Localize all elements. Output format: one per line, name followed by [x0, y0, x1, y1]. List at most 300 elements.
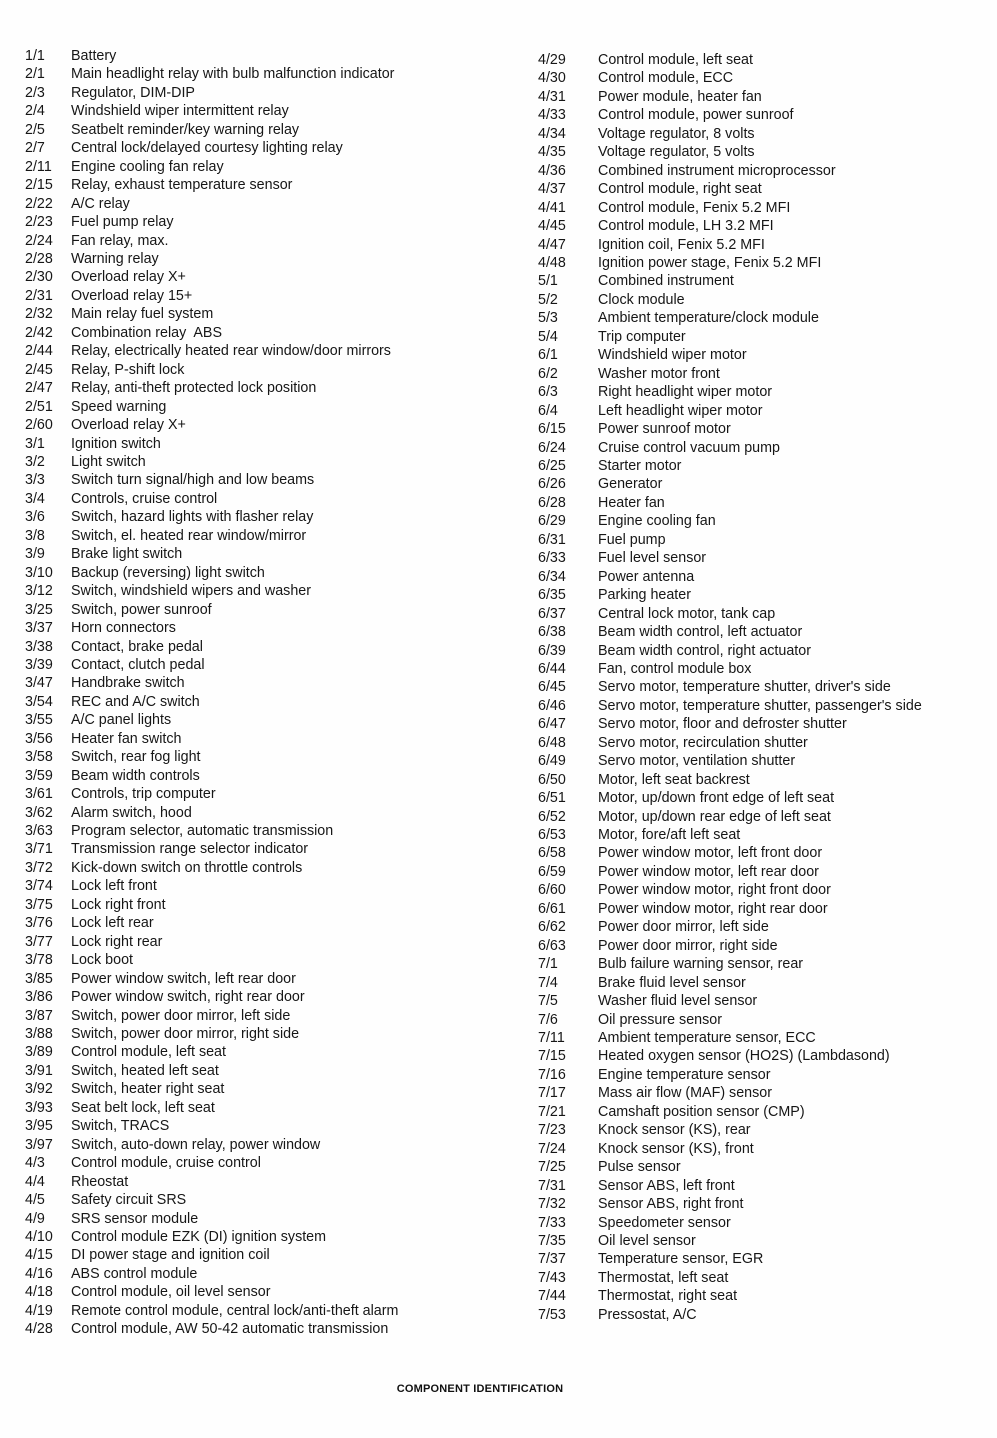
component-row — [538, 254, 993, 272]
component-row — [25, 693, 505, 711]
component-row — [25, 840, 505, 858]
component-row — [25, 1210, 505, 1228]
component-row — [25, 250, 505, 268]
component-row — [25, 767, 505, 785]
component-description: Control module, right seat — [598, 181, 762, 198]
component-code: 6/58 — [538, 845, 566, 862]
component-row — [25, 176, 505, 194]
component-code: 6/35 — [538, 587, 566, 604]
component-row — [25, 490, 505, 508]
component-row — [538, 365, 993, 383]
component-code: 3/55 — [25, 712, 53, 729]
component-code: 7/31 — [538, 1177, 566, 1194]
component-code: 2/28 — [25, 250, 53, 267]
component-row — [25, 785, 505, 803]
component-row — [538, 1195, 993, 1213]
component-description: Brake fluid level sensor — [598, 974, 746, 991]
component-description: Lock right front — [71, 896, 166, 913]
component-row — [538, 605, 993, 623]
component-code: 2/44 — [25, 343, 53, 360]
component-row — [538, 1103, 993, 1121]
component-code: 3/71 — [25, 841, 53, 858]
component-code: 6/2 — [538, 365, 558, 382]
component-row — [538, 623, 993, 641]
component-description: Windshield wiper intermittent relay — [71, 103, 289, 120]
component-code: 6/25 — [538, 457, 566, 474]
component-code: 3/56 — [25, 730, 53, 747]
component-code: 6/33 — [538, 550, 566, 567]
component-description: Overload relay 15+ — [71, 287, 193, 304]
component-description: Windshield wiper motor — [598, 347, 747, 364]
component-row — [25, 988, 505, 1006]
component-row — [25, 730, 505, 748]
component-code: 3/97 — [25, 1136, 53, 1153]
component-description: Main relay fuel system — [71, 306, 214, 323]
component-code: 2/45 — [25, 361, 53, 378]
component-description: Beam width control, left actuator — [598, 624, 803, 641]
component-code: 3/62 — [25, 804, 53, 821]
component-row — [538, 863, 993, 881]
component-description: Engine cooling fan — [598, 513, 716, 530]
component-description: Heated oxygen sensor (HO2S) (Lambdasond) — [598, 1048, 890, 1065]
component-code: 5/3 — [538, 310, 558, 327]
component-description: Light switch — [71, 453, 146, 470]
component-row — [538, 1011, 993, 1029]
component-description: Knock sensor (KS), rear — [598, 1122, 751, 1139]
component-code: 6/63 — [538, 937, 566, 954]
component-description: Seat belt lock, left seat — [71, 1099, 215, 1116]
component-code: 6/48 — [538, 734, 566, 751]
component-description: Ambient temperature sensor, ECC — [598, 1030, 816, 1047]
component-row — [538, 51, 993, 69]
component-row — [25, 877, 505, 895]
component-code: 3/72 — [25, 859, 53, 876]
component-row — [538, 715, 993, 733]
component-description: Sensor ABS, left front — [598, 1177, 735, 1194]
component-row — [538, 420, 993, 438]
component-code: 3/59 — [25, 767, 53, 784]
component-code: 6/37 — [538, 605, 566, 622]
component-code: 6/4 — [538, 402, 558, 419]
component-code: 7/37 — [538, 1251, 566, 1268]
component-row — [25, 1062, 505, 1080]
component-row — [538, 383, 993, 401]
component-row — [25, 195, 505, 213]
component-description: Thermostat, right seat — [598, 1288, 738, 1305]
component-row — [538, 402, 993, 420]
component-code: 3/10 — [25, 564, 53, 581]
component-description: Switch, heater right seat — [71, 1081, 225, 1098]
component-description: Brake light switch — [71, 546, 183, 563]
component-code: 4/30 — [538, 70, 566, 87]
component-row — [538, 1177, 993, 1195]
component-code: 3/4 — [25, 490, 45, 507]
component-row — [25, 1173, 505, 1191]
component-code: 3/39 — [25, 656, 53, 673]
component-code: 3/38 — [25, 638, 53, 655]
component-row — [25, 65, 505, 83]
component-code: 6/29 — [538, 513, 566, 530]
component-code: 6/59 — [538, 863, 566, 880]
component-row — [538, 752, 993, 770]
component-code: 7/17 — [538, 1085, 566, 1102]
component-row — [25, 158, 505, 176]
component-description: A/C relay — [71, 195, 130, 212]
component-row — [538, 1047, 993, 1065]
component-description: Pressostat, A/C — [598, 1306, 697, 1323]
component-description: Switch, hazard lights with flasher relay — [71, 509, 314, 526]
component-description: Cruise control vacuum pump — [598, 439, 780, 456]
component-row — [25, 951, 505, 969]
component-row — [25, 213, 505, 231]
component-code: 3/9 — [25, 546, 45, 563]
component-code: 3/1 — [25, 435, 45, 452]
component-description: Beam width controls — [71, 767, 200, 784]
component-description: Relay, P-shift lock — [71, 361, 185, 378]
component-description: Seatbelt reminder/key warning relay — [71, 121, 300, 138]
component-description: Transmission range selector indicator — [71, 841, 309, 858]
component-row — [538, 328, 993, 346]
component-description: Control module, power sunroof — [598, 107, 794, 124]
component-row — [25, 1191, 505, 1209]
component-row — [538, 808, 993, 826]
component-description: Generator — [598, 476, 663, 493]
component-description: Servo motor, ventilation shutter — [598, 753, 796, 770]
component-code: 6/52 — [538, 808, 566, 825]
component-row — [538, 642, 993, 660]
component-row — [538, 475, 993, 493]
component-description: Knock sensor (KS), front — [598, 1140, 754, 1157]
component-row — [538, 1287, 993, 1305]
component-description: Heater fan — [598, 494, 665, 511]
component-description: Backup (reversing) light switch — [71, 564, 265, 581]
component-row — [25, 102, 505, 120]
component-row — [25, 268, 505, 286]
component-row — [538, 844, 993, 862]
component-description: Fuel level sensor — [598, 550, 707, 567]
page-footer-title: COMPONENT IDENTIFICATION — [396, 1383, 564, 1395]
component-description: DI power stage and ignition coil — [71, 1247, 270, 1264]
component-description: Program selector, automatic transmission — [71, 823, 334, 840]
component-description: Servo motor, temperature shutter, driver's side — [598, 679, 891, 696]
component-row — [25, 139, 505, 157]
component-description: Washer motor front — [598, 365, 720, 382]
component-row — [25, 361, 505, 379]
component-code: 4/36 — [538, 162, 566, 179]
component-code: 6/53 — [538, 827, 566, 844]
component-code: 2/24 — [25, 232, 53, 249]
component-description: Lock left front — [71, 878, 157, 895]
component-row — [25, 1080, 505, 1098]
component-row — [538, 1084, 993, 1102]
component-description: Combined instrument — [598, 273, 734, 290]
component-description: Overload relay X+ — [71, 269, 186, 286]
component-code: 4/35 — [538, 144, 566, 161]
component-row — [25, 933, 505, 951]
component-description: Relay, exhaust temperature sensor — [71, 177, 293, 194]
component-description: Switch, auto-down relay, power window — [71, 1136, 321, 1153]
component-description: Controls, trip computer — [71, 786, 216, 803]
component-description: Ignition switch — [71, 435, 161, 452]
component-code: 4/41 — [538, 199, 566, 216]
component-code: 3/74 — [25, 878, 53, 895]
component-description: Ambient temperature/clock module — [598, 310, 819, 327]
component-code: 6/60 — [538, 882, 566, 899]
component-code: 3/85 — [25, 970, 53, 987]
component-code: 6/51 — [538, 790, 566, 807]
component-row — [538, 180, 993, 198]
component-code: 3/76 — [25, 915, 53, 932]
component-description: Oil pressure sensor — [598, 1011, 722, 1028]
component-code: 4/19 — [25, 1302, 53, 1319]
component-code: 3/25 — [25, 601, 53, 618]
component-code: 3/58 — [25, 749, 53, 766]
component-row — [538, 1158, 993, 1176]
component-row — [25, 287, 505, 305]
component-code: 3/6 — [25, 509, 45, 526]
component-code: 3/77 — [25, 933, 53, 950]
component-row — [538, 1250, 993, 1268]
component-row — [538, 826, 993, 844]
component-row — [25, 970, 505, 988]
component-code: 7/44 — [538, 1288, 566, 1305]
component-row — [25, 1320, 505, 1338]
component-row — [538, 88, 993, 106]
component-description: Contact, brake pedal — [71, 638, 203, 655]
component-row — [538, 918, 993, 936]
component-row — [25, 1302, 505, 1320]
component-row — [25, 638, 505, 656]
component-description: Thermostat, left seat — [598, 1269, 729, 1286]
component-description: Motor, up/down front edge of left seat — [598, 790, 835, 807]
component-code: 3/95 — [25, 1118, 53, 1135]
component-code: 7/25 — [538, 1159, 566, 1176]
component-code: 1/1 — [25, 48, 45, 64]
component-description: Control module, ECC — [598, 70, 734, 87]
component-row — [538, 346, 993, 364]
component-code: 5/2 — [538, 291, 558, 308]
component-description: Fuel pump relay — [71, 214, 174, 231]
component-description: Handbrake switch — [71, 675, 185, 692]
component-description: Pulse sensor — [598, 1159, 681, 1176]
component-description: Oil level sensor — [598, 1233, 696, 1249]
component-description: Engine temperature sensor — [598, 1066, 771, 1083]
component-description: ABS control module — [71, 1265, 198, 1282]
component-row — [538, 660, 993, 678]
component-description: Regulator, DIM-DIP — [71, 84, 195, 101]
component-code: 2/22 — [25, 195, 53, 212]
component-code: 6/1 — [538, 347, 558, 364]
component-description: Combination relay ABS — [71, 324, 222, 341]
component-code: 3/63 — [25, 823, 53, 840]
component-row — [25, 1136, 505, 1154]
component-row — [538, 937, 993, 955]
component-code: 2/7 — [25, 140, 45, 157]
component-code: 3/87 — [25, 1007, 53, 1024]
component-description: Overload relay X+ — [71, 417, 186, 434]
component-code: 4/4 — [25, 1173, 45, 1190]
component-code: 2/47 — [25, 380, 53, 397]
component-description: Controls, cruise control — [71, 490, 218, 507]
component-code: 2/15 — [25, 177, 53, 194]
component-row — [538, 272, 993, 290]
component-code: 7/53 — [538, 1306, 566, 1323]
component-row — [538, 568, 993, 586]
component-row — [25, 564, 505, 582]
component-code: 6/26 — [538, 476, 566, 493]
component-row — [538, 236, 993, 254]
component-description: Power window motor, right rear door — [598, 900, 828, 917]
component-description: Central lock motor, tank cap — [598, 605, 776, 622]
component-code: 3/37 — [25, 620, 53, 637]
component-row — [25, 859, 505, 877]
component-row — [25, 1007, 505, 1025]
component-code: 6/46 — [538, 697, 566, 714]
component-code: 3/54 — [25, 693, 53, 710]
component-code: 5/4 — [538, 328, 558, 345]
component-row — [25, 1228, 505, 1246]
component-row — [538, 678, 993, 696]
component-row — [25, 453, 505, 471]
component-description: Motor, up/down rear edge of left seat — [598, 808, 831, 825]
component-code: 4/28 — [25, 1321, 53, 1338]
component-description: Control module, cruise control — [71, 1155, 261, 1172]
component-row — [25, 379, 505, 397]
component-code: 6/28 — [538, 494, 566, 511]
component-description: Voltage regulator, 8 volts — [598, 125, 755, 142]
component-description: Switch, heated left seat — [71, 1062, 219, 1079]
component-description: Trip computer — [598, 328, 686, 345]
component-description: Servo motor, recirculation shutter — [598, 734, 808, 751]
component-description: SRS sensor module — [71, 1210, 199, 1227]
component-code: 3/92 — [25, 1081, 53, 1098]
component-description: Lock boot — [71, 952, 133, 969]
component-description: Switch turn signal/high and low beams — [71, 472, 315, 489]
component-code: 3/91 — [25, 1062, 53, 1079]
component-row — [538, 125, 993, 143]
component-description: Power sunroof motor — [598, 421, 731, 438]
component-row — [25, 1283, 505, 1301]
component-code: 7/11 — [538, 1030, 565, 1047]
component-description: REC and A/C switch — [71, 693, 200, 710]
component-code: 3/89 — [25, 1044, 53, 1061]
component-description: Clock module — [598, 291, 685, 308]
component-code: 6/62 — [538, 919, 566, 936]
component-row — [538, 771, 993, 789]
component-code: 2/51 — [25, 398, 53, 415]
component-code: 7/15 — [538, 1048, 566, 1065]
component-code: 6/45 — [538, 679, 566, 696]
component-code: 4/16 — [25, 1265, 53, 1282]
component-description: Switch, el. heated rear window/mirror — [71, 527, 307, 544]
component-description: Bulb failure warning sensor, rear — [598, 956, 804, 973]
component-description: Relay, anti-theft protected lock position — [71, 380, 317, 397]
component-code: 4/10 — [25, 1229, 53, 1245]
component-row — [25, 416, 505, 434]
component-code: 2/30 — [25, 269, 53, 286]
component-code: 3/78 — [25, 952, 53, 969]
component-row — [25, 47, 505, 65]
component-description: Fan relay, max. — [71, 232, 169, 249]
component-row — [25, 748, 505, 766]
component-code: 4/3 — [25, 1155, 45, 1172]
component-code: 7/24 — [538, 1140, 566, 1157]
component-description: Camshaft position sensor (CMP) — [598, 1103, 805, 1120]
component-code: 2/23 — [25, 214, 53, 231]
component-row — [25, 471, 505, 489]
component-code: 2/32 — [25, 306, 53, 323]
component-description: Switch, windshield wipers and washer — [71, 583, 311, 600]
component-code: 4/15 — [25, 1247, 53, 1264]
component-row — [538, 992, 993, 1010]
component-description: Motor, fore/aft left seat — [598, 827, 741, 844]
component-description: Beam width control, right actuator — [598, 642, 811, 659]
component-row — [538, 1214, 993, 1232]
component-code: 4/31 — [538, 88, 566, 105]
component-row — [25, 545, 505, 563]
component-description: Lock right rear — [71, 933, 163, 950]
component-row — [538, 697, 993, 715]
component-description: Heater fan switch — [71, 730, 182, 747]
component-row — [25, 232, 505, 250]
component-row — [25, 398, 505, 416]
component-code: 6/47 — [538, 716, 566, 733]
component-row — [538, 217, 993, 235]
component-description: Control module, Fenix 5.2 MFI — [598, 199, 791, 216]
component-description: Remote control module, central lock/anti-theft alarm — [71, 1302, 399, 1319]
component-code: 7/21 — [538, 1103, 566, 1120]
component-row — [538, 586, 993, 604]
component-code: 2/3 — [25, 84, 45, 101]
component-description: Left headlight wiper motor — [598, 402, 763, 419]
component-row — [25, 1246, 505, 1264]
component-code: 4/29 — [538, 52, 566, 68]
component-row — [538, 143, 993, 161]
component-row — [538, 1029, 993, 1047]
component-row — [538, 439, 993, 457]
component-row — [538, 106, 993, 124]
component-code: 3/88 — [25, 1026, 53, 1043]
component-code: 3/2 — [25, 453, 45, 470]
component-description: Power antenna — [598, 568, 695, 585]
component-description: Power window switch, left rear door — [71, 970, 296, 987]
component-code: 6/61 — [538, 900, 566, 917]
component-row — [25, 619, 505, 637]
component-description: Servo motor, floor and defroster shutter — [598, 716, 847, 733]
component-row — [538, 162, 993, 180]
component-row — [538, 734, 993, 752]
component-description: Right headlight wiper motor — [598, 384, 773, 401]
component-code: 2/4 — [25, 103, 45, 120]
component-row — [25, 1117, 505, 1135]
component-description: Power door mirror, left side — [598, 919, 769, 936]
component-row — [25, 582, 505, 600]
component-code: 7/1 — [538, 956, 558, 973]
component-code: 6/3 — [538, 384, 558, 401]
component-description: Mass air flow (MAF) sensor — [598, 1085, 772, 1102]
component-description: Kick-down switch on throttle controls — [71, 859, 303, 876]
component-description: Horn connectors — [71, 620, 176, 637]
component-code: 5/1 — [538, 273, 558, 290]
component-row — [25, 305, 505, 323]
component-row — [25, 435, 505, 453]
component-row — [538, 494, 993, 512]
component-description: Servo motor, temperature shutter, passenger's side — [598, 697, 922, 714]
component-code: 7/23 — [538, 1122, 566, 1139]
component-description: Battery — [71, 48, 117, 64]
component-row — [538, 974, 993, 992]
component-code: 2/31 — [25, 287, 53, 304]
